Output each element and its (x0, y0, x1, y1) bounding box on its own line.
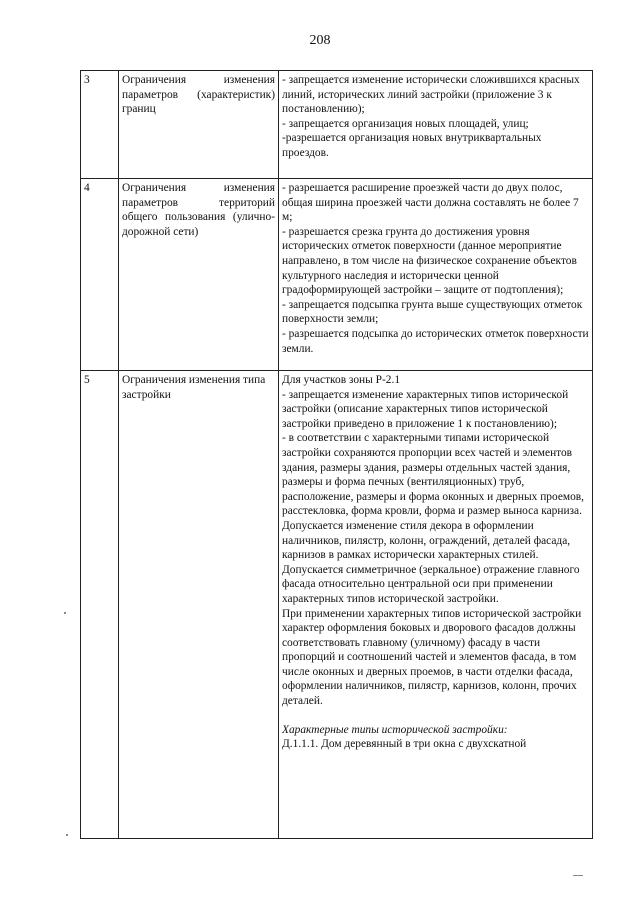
text-line: Допускается изменение стиля декора в оформлении наличников, пилястр, колонн, ограждений, деталей фасада, карнизов в рамках исторически характерных стилей. (282, 519, 571, 562)
text-line: Допускается симметричное (зеркальное) отражение главного фасада относительно центральной оси при применении характерных типов исторической застройки. (282, 563, 580, 605)
scan-speck (64, 612, 66, 614)
table-row (81, 71, 593, 179)
table-row (81, 179, 593, 371)
row-number: 3 (81, 71, 119, 179)
text-line: - в соответствии с характерными типами исторической застройки сохраняются пропорции всех частей и элементов здания, размеры здания, размеры отдельных частей здания, размеры и форма печных (вентиляционных) труб, расположение, размеры и форма оконных и дверных проемов, расстекловка, форма кровли, форма и размер выноса карниза. (282, 432, 585, 518)
text-line: - разрешается расширение проезжей части до двух полос, общая ширина проезжей части должна составлять не более 7 м; (282, 182, 579, 224)
restriction-name: Ограничения изменения параметров (характеристик) границ (119, 71, 279, 179)
text-line: - запрещается подсыпка грунта выше существующих отметок поверхности земли; (282, 298, 583, 326)
text-line: Для участков зоны Р-2.1 (282, 374, 401, 386)
row-number: 4 (81, 179, 119, 371)
text-line: - разрешается подсыпка до исторических отметок поверхности земли. (282, 327, 589, 355)
text-line: Д.1.1.1. Дом деревянный в три окна с двухскатной (282, 738, 527, 751)
text-line: - разрешается срезка грунта до достижения уровня исторических отметок поверхности (данное мероприятие направлено, в том числе на физическое сохранение объектов культурного наследия и исторически ценной градоформирующей застройки – защите от подтопления); (282, 225, 577, 297)
page-number: 208 (309, 33, 331, 48)
text-line: - запрещается изменение характерных типов исторической застройки (описание характерных типов исторической застройки приведено в приложение 1 к постановлению); (282, 388, 569, 430)
restriction-name: Ограничения изменения типа застройки (119, 371, 279, 839)
scan-speck (573, 875, 583, 876)
restriction-text (279, 179, 593, 371)
text-line: При применении характерных типов исторической застройки характер оформления боковых и дворового фасадов должны соответствовать главному (уличному) фасаду в части пропорций и соотношений частей и элементов фасада, в том числе оконных и дверных проемов, в части отделки фасада, оформлении наличников, пилястр, карнизов, колонн, прочих деталей. (282, 607, 582, 708)
subheading: Характерные типы исторической застройки: (282, 723, 508, 736)
text-line: - запрещается изменение исторически сложившихся красных линий, исторических линий застройки (приложение 3 к постановлению); (282, 74, 580, 116)
text-line: - запрещается организация новых площадей, улиц; (282, 117, 529, 130)
scan-speck (66, 834, 68, 836)
text-line: -разрешается организация новых внутриквартальных проездов. (282, 132, 542, 159)
regulations-table (80, 70, 593, 839)
table-row (81, 371, 593, 839)
row-number: 5 (81, 371, 119, 839)
restriction-text (279, 71, 593, 179)
blank-line (282, 709, 589, 723)
restriction-name: Ограничения изменения параметров территорий общего пользования (улично-дорожной сети) (119, 179, 279, 371)
restriction-text (279, 371, 593, 839)
